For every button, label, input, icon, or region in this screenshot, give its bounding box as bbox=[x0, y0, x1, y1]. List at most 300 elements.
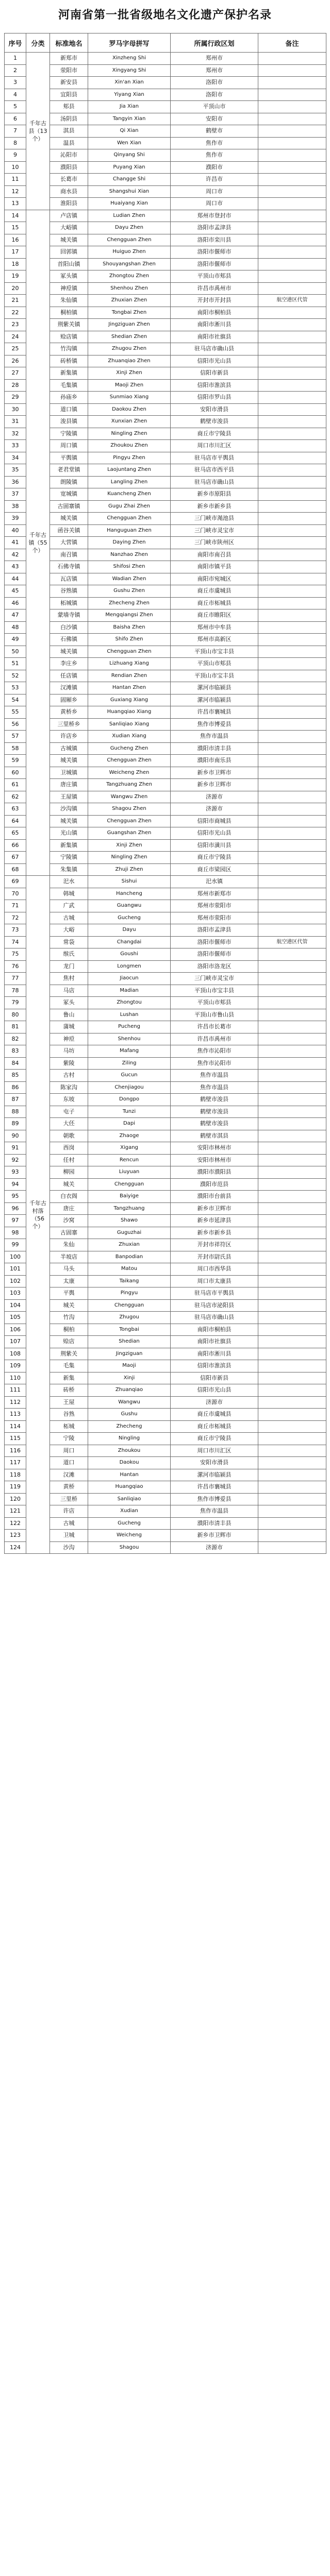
row-index: 37 bbox=[5, 488, 26, 501]
table-row bbox=[5, 1130, 326, 1142]
row-index: 40 bbox=[5, 524, 26, 537]
romanization: Guangshan Zhen bbox=[88, 827, 171, 840]
row-index: 1 bbox=[5, 53, 26, 65]
admin-division: 新乡市卫辉市 bbox=[171, 779, 258, 791]
note-cell bbox=[258, 379, 326, 392]
standard-name: 荆紫关 bbox=[50, 1348, 88, 1360]
row-index: 45 bbox=[5, 585, 26, 598]
admin-division: 新乡市新乡县 bbox=[171, 500, 258, 513]
note-cell bbox=[258, 1118, 326, 1130]
table-row bbox=[5, 997, 326, 1009]
admin-division: 焦作市 bbox=[171, 149, 258, 162]
admin-division: 郑州市新郑市 bbox=[171, 888, 258, 900]
admin-division: 濮阳市濮阳县 bbox=[171, 1166, 258, 1179]
page-title: 河南省第一批省级地名文化遗产保护名录 bbox=[58, 9, 272, 22]
note-cell bbox=[258, 1493, 326, 1505]
row-index: 44 bbox=[5, 573, 26, 585]
note-cell bbox=[258, 767, 326, 779]
table-row bbox=[5, 1530, 326, 1542]
table-row bbox=[5, 161, 326, 174]
standard-name: 宁陵 bbox=[50, 1433, 88, 1445]
note-cell bbox=[258, 597, 326, 609]
romanization: Taikang bbox=[88, 1275, 171, 1287]
standard-name: 周口 bbox=[50, 1445, 88, 1457]
note-cell bbox=[258, 476, 326, 488]
admin-division: 新乡市卫辉市 bbox=[171, 767, 258, 779]
row-index: 9 bbox=[5, 149, 26, 162]
row-index: 74 bbox=[5, 936, 26, 948]
romanization: Xigang bbox=[88, 1142, 171, 1155]
note-cell bbox=[258, 125, 326, 138]
romanization: Laojuntang Zhen bbox=[88, 464, 171, 477]
romanization: Liuyuan bbox=[88, 1166, 171, 1179]
row-index: 79 bbox=[5, 997, 26, 1009]
row-index: 63 bbox=[5, 803, 26, 816]
table-row bbox=[5, 948, 326, 961]
table-row bbox=[5, 149, 326, 162]
note-cell bbox=[258, 912, 326, 924]
row-index: 46 bbox=[5, 597, 26, 609]
admin-division: 焦作市温县 bbox=[171, 1070, 258, 1082]
romanization: Tongbai bbox=[88, 1324, 171, 1336]
table-row bbox=[5, 936, 326, 948]
note-cell bbox=[258, 1469, 326, 1481]
admin-division: 漯河市临颍县 bbox=[171, 694, 258, 706]
romanization: Dapi bbox=[88, 1118, 171, 1130]
admin-division: 济源市 bbox=[171, 791, 258, 803]
row-index: 20 bbox=[5, 282, 26, 295]
romanization: Zhuanqiao bbox=[88, 1384, 171, 1397]
standard-name: 石佛镇 bbox=[50, 634, 88, 646]
row-index: 72 bbox=[5, 912, 26, 924]
romanization: Xudian Xiang bbox=[88, 731, 171, 743]
table-row bbox=[5, 1481, 326, 1494]
admin-division: 焦作市 bbox=[171, 137, 258, 149]
table-row bbox=[5, 1348, 326, 1360]
admin-division: 焦作市沁阳市 bbox=[171, 1057, 258, 1070]
table-row bbox=[5, 1021, 326, 1033]
romanization: Tangzhuang bbox=[88, 1202, 171, 1215]
table-row bbox=[5, 1118, 326, 1130]
admin-division: 洛阳市洛龙区 bbox=[171, 960, 258, 973]
romanization: Shouyangshan Zhen bbox=[88, 258, 171, 270]
standard-name: 广武 bbox=[50, 900, 88, 912]
admin-division: 濮阳市南乐县 bbox=[171, 755, 258, 767]
table-row bbox=[5, 1251, 326, 1263]
standard-name: 淮阳县 bbox=[50, 198, 88, 210]
admin-division: 信阳市罗山县 bbox=[171, 392, 258, 404]
standard-name: 新安县 bbox=[50, 77, 88, 89]
row-index: 10 bbox=[5, 161, 26, 174]
romanization: Shenhou bbox=[88, 1033, 171, 1045]
row-index: 91 bbox=[5, 1142, 26, 1155]
note-cell bbox=[258, 392, 326, 404]
note-cell bbox=[258, 1324, 326, 1336]
standard-name: 大伾 bbox=[50, 1118, 88, 1130]
note-cell bbox=[258, 973, 326, 985]
romanization: Chengguan Zhen bbox=[88, 234, 171, 246]
table-row bbox=[5, 379, 326, 392]
romanization: Lizhuang Xiang bbox=[88, 658, 171, 670]
note-cell bbox=[258, 1396, 326, 1409]
romanization: Shenhou Zhen bbox=[88, 282, 171, 295]
note-cell bbox=[258, 1287, 326, 1300]
romanization: Baisha Zhen bbox=[88, 621, 171, 634]
standard-name: 三里桥 bbox=[50, 1493, 88, 1505]
standard-name: 周口镇 bbox=[50, 440, 88, 452]
admin-division: 鹤壁市浚县 bbox=[171, 1094, 258, 1106]
standard-name: 缑氏 bbox=[50, 948, 88, 961]
standard-name: 朱仙 bbox=[50, 1239, 88, 1251]
admin-division: 洛阳市偃师市 bbox=[171, 246, 258, 259]
admin-division: 周口市 bbox=[171, 198, 258, 210]
note-cell bbox=[258, 282, 326, 295]
table-row bbox=[5, 791, 326, 803]
romanization: Pingyu bbox=[88, 1287, 171, 1300]
admin-division: 信阳市光山县 bbox=[171, 355, 258, 367]
table-row bbox=[5, 137, 326, 149]
table-row bbox=[5, 1505, 326, 1518]
romanization: Maoji Zhen bbox=[88, 379, 171, 392]
row-index: 50 bbox=[5, 646, 26, 658]
standard-name: 沙沟 bbox=[50, 1541, 88, 1554]
standard-name: 龙门 bbox=[50, 960, 88, 973]
row-index: 110 bbox=[5, 1372, 26, 1384]
table-row bbox=[5, 1227, 326, 1239]
row-index: 86 bbox=[5, 1081, 26, 1094]
standard-name: 朗陵镇 bbox=[50, 476, 88, 488]
note-cell bbox=[258, 343, 326, 355]
romanization: Zhongtou Zhen bbox=[88, 270, 171, 283]
table-row bbox=[5, 113, 326, 125]
romanization: Xinji Zhen bbox=[88, 367, 171, 380]
table-row bbox=[5, 64, 326, 77]
row-index: 32 bbox=[5, 428, 26, 440]
row-index: 60 bbox=[5, 767, 26, 779]
romanization: Huangqiao bbox=[88, 1481, 171, 1494]
table-row bbox=[5, 888, 326, 900]
standard-name: 城关 bbox=[50, 1299, 88, 1312]
table-row bbox=[5, 1541, 326, 1554]
table-row bbox=[5, 1239, 326, 1251]
table-row bbox=[5, 1324, 326, 1336]
header-index: 序号 bbox=[5, 33, 26, 53]
row-index: 18 bbox=[5, 258, 26, 270]
standard-name: 马店 bbox=[50, 985, 88, 997]
standard-name: 许店 bbox=[50, 1505, 88, 1518]
romanization: Madian bbox=[88, 985, 171, 997]
standard-name: 温县 bbox=[50, 137, 88, 149]
romanization: Shawo bbox=[88, 1215, 171, 1227]
admin-division: 驻马店市西平县 bbox=[171, 464, 258, 477]
standard-name: 函谷关镇 bbox=[50, 524, 88, 537]
admin-division: 三门峡市灵宝市 bbox=[171, 973, 258, 985]
standard-name: 南召镇 bbox=[50, 549, 88, 561]
table-row bbox=[5, 524, 326, 537]
table-row bbox=[5, 452, 326, 464]
romanization: Matou bbox=[88, 1263, 171, 1276]
romanization: Xinzheng Shi bbox=[88, 53, 171, 65]
note-cell bbox=[258, 1094, 326, 1106]
admin-division: 郑州市登封市 bbox=[171, 210, 258, 222]
row-index: 15 bbox=[5, 222, 26, 234]
note-cell bbox=[258, 1021, 326, 1033]
table-row bbox=[5, 863, 326, 876]
row-index: 14 bbox=[5, 210, 26, 222]
admin-division: 漯河市临颍县 bbox=[171, 682, 258, 694]
standard-name: 新集镇 bbox=[50, 839, 88, 852]
admin-division: 商丘市宁陵县 bbox=[171, 428, 258, 440]
table-row bbox=[5, 1215, 326, 1227]
note-cell bbox=[258, 1263, 326, 1276]
romanization: Zhugou bbox=[88, 1312, 171, 1324]
table-row bbox=[5, 1166, 326, 1179]
admin-division: 商丘市宁陵县 bbox=[171, 1433, 258, 1445]
note-cell bbox=[258, 319, 326, 331]
note-cell bbox=[258, 634, 326, 646]
romanization: Chengguan bbox=[88, 1299, 171, 1312]
admin-division: 郑州市荥阳市 bbox=[171, 900, 258, 912]
admin-division: 洛阳市孟津县 bbox=[171, 222, 258, 234]
romanization: Jingziguan bbox=[88, 1348, 171, 1360]
table-row bbox=[5, 912, 326, 924]
header-standard-name: 标准地名 bbox=[50, 33, 88, 53]
admin-division: 南阳市淅川县 bbox=[171, 1348, 258, 1360]
admin-division: 开封市开封县 bbox=[171, 295, 258, 307]
romanization: Xinji bbox=[88, 1372, 171, 1384]
note-cell bbox=[258, 258, 326, 270]
note-cell bbox=[258, 1166, 326, 1179]
romanization: Weicheng bbox=[88, 1530, 171, 1542]
standard-name: 紫陵 bbox=[50, 1057, 88, 1070]
romanization: Zhecheng Zhen bbox=[88, 597, 171, 609]
row-index: 25 bbox=[5, 343, 26, 355]
note-cell bbox=[258, 1481, 326, 1494]
row-index: 29 bbox=[5, 392, 26, 404]
row-index: 109 bbox=[5, 1360, 26, 1372]
table-row bbox=[5, 1384, 326, 1397]
standard-name: 孙庙乡 bbox=[50, 392, 88, 404]
romanization: Wadian Zhen bbox=[88, 573, 171, 585]
row-index: 8 bbox=[5, 137, 26, 149]
admin-division: 平顶山市宝丰县 bbox=[171, 646, 258, 658]
row-index: 35 bbox=[5, 464, 26, 477]
note-cell bbox=[258, 1106, 326, 1118]
standard-name: 固厢乡 bbox=[50, 694, 88, 706]
note-cell bbox=[258, 1251, 326, 1263]
row-index: 106 bbox=[5, 1324, 26, 1336]
table-row bbox=[5, 1070, 326, 1082]
table-row bbox=[5, 513, 326, 525]
romanization: Chengguan bbox=[88, 1178, 171, 1191]
admin-division: 驻马店市平舆县 bbox=[171, 452, 258, 464]
note-cell bbox=[258, 464, 326, 477]
table-row bbox=[5, 307, 326, 319]
header-note: 备注 bbox=[258, 33, 326, 53]
note-cell bbox=[258, 1202, 326, 1215]
admin-division: 洛阳市偃师市 bbox=[171, 258, 258, 270]
note-cell bbox=[258, 1191, 326, 1203]
romanization: Changge Shi bbox=[88, 174, 171, 186]
note-cell bbox=[258, 1336, 326, 1348]
admin-division: 信阳市潢川县 bbox=[171, 839, 258, 852]
row-index: 13 bbox=[5, 198, 26, 210]
admin-division: 济源市 bbox=[171, 803, 258, 816]
standard-name: 许店乡 bbox=[50, 731, 88, 743]
table-row bbox=[5, 803, 326, 816]
romanization: Sanliqiao Xiang bbox=[88, 718, 171, 731]
standard-name: 宁陵镇 bbox=[50, 428, 88, 440]
row-index: 103 bbox=[5, 1287, 26, 1300]
romanization: Sanliqiao bbox=[88, 1493, 171, 1505]
row-index: 84 bbox=[5, 1057, 26, 1070]
romanization: Shifo Zhen bbox=[88, 634, 171, 646]
row-index: 62 bbox=[5, 791, 26, 803]
note-cell bbox=[258, 137, 326, 149]
admin-division: 焦作市温县 bbox=[171, 1505, 258, 1518]
table-row bbox=[5, 319, 326, 331]
standard-name: 马头 bbox=[50, 1263, 88, 1276]
admin-division: 驻马店市泌阳县 bbox=[171, 1299, 258, 1312]
admin-division: 濮阳市台前县 bbox=[171, 1191, 258, 1203]
row-index: 123 bbox=[5, 1530, 26, 1542]
admin-division: 鹤壁市 bbox=[171, 125, 258, 138]
admin-division: 许昌市襄城县 bbox=[171, 706, 258, 719]
note-cell bbox=[258, 1505, 326, 1518]
note-cell bbox=[258, 985, 326, 997]
admin-division: 平顶山市宝丰县 bbox=[171, 670, 258, 682]
note-cell bbox=[258, 1057, 326, 1070]
standard-name: 新集镇 bbox=[50, 367, 88, 380]
row-index: 11 bbox=[5, 174, 26, 186]
admin-division: 焦作市温县 bbox=[171, 731, 258, 743]
standard-name: 古固寨镇 bbox=[50, 500, 88, 513]
note-cell bbox=[258, 646, 326, 658]
standard-name: 汤阴县 bbox=[50, 113, 88, 125]
standard-name: 常袋 bbox=[50, 936, 88, 948]
admin-division: 许昌市襄城县 bbox=[171, 1481, 258, 1494]
romanization: Daokou bbox=[88, 1457, 171, 1469]
admin-division: 安阳市滑县 bbox=[171, 1457, 258, 1469]
admin-division: 鹤壁市浚县 bbox=[171, 1118, 258, 1130]
romanization: Tangyin Xian bbox=[88, 113, 171, 125]
row-index: 49 bbox=[5, 634, 26, 646]
romanization: Xingyang Shi bbox=[88, 64, 171, 77]
admin-division: 南阳市镇平县 bbox=[171, 561, 258, 573]
standard-name: 半坡店 bbox=[50, 1251, 88, 1263]
admin-division: 开封市祥符区 bbox=[171, 1239, 258, 1251]
table-body bbox=[5, 53, 326, 1554]
admin-division: 鹤壁市淇县 bbox=[171, 1130, 258, 1142]
note-cell bbox=[258, 1142, 326, 1155]
standard-name: 荆紫关镇 bbox=[50, 319, 88, 331]
note-cell bbox=[258, 1227, 326, 1239]
note-cell bbox=[258, 1154, 326, 1166]
table-row bbox=[5, 234, 326, 246]
admin-division: 南阳市桐柏县 bbox=[171, 1324, 258, 1336]
romanization: Baiyige bbox=[88, 1191, 171, 1203]
romanization: Shifosi Zhen bbox=[88, 561, 171, 573]
table-row bbox=[5, 1420, 326, 1433]
standard-name: 陈家沟 bbox=[50, 1081, 88, 1094]
table-row bbox=[5, 706, 326, 719]
standard-name: 赊店镇 bbox=[50, 331, 88, 343]
row-index: 5 bbox=[5, 101, 26, 113]
romanization: Huiguo Zhen bbox=[88, 246, 171, 259]
table-row bbox=[5, 694, 326, 706]
romanization: Huaiyang Xian bbox=[88, 198, 171, 210]
row-index: 118 bbox=[5, 1469, 26, 1481]
standard-name: 卫城 bbox=[50, 1530, 88, 1542]
romanization: Zhaoge bbox=[88, 1130, 171, 1142]
romanization: Rendian Zhen bbox=[88, 670, 171, 682]
romanization: Qinyang Shi bbox=[88, 149, 171, 162]
note-cell bbox=[258, 222, 326, 234]
romanization: Dongpo bbox=[88, 1094, 171, 1106]
table-row bbox=[5, 1106, 326, 1118]
note-cell bbox=[258, 1445, 326, 1457]
romanization: Chenjiagou bbox=[88, 1081, 171, 1094]
table-row bbox=[5, 282, 326, 295]
row-index: 78 bbox=[5, 985, 26, 997]
admin-division: 新乡市卫辉市 bbox=[171, 1202, 258, 1215]
standard-name: 宽城镇 bbox=[50, 488, 88, 501]
standard-name: 马坊 bbox=[50, 1045, 88, 1058]
standard-name: 黄桥乡 bbox=[50, 706, 88, 719]
admin-division: 周口市西华县 bbox=[171, 1263, 258, 1276]
row-index: 77 bbox=[5, 973, 26, 985]
table-row bbox=[5, 1396, 326, 1409]
table-row bbox=[5, 1517, 326, 1530]
note-cell bbox=[258, 1312, 326, 1324]
admin-division: 商丘市宁陵县 bbox=[171, 852, 258, 864]
note-cell bbox=[258, 948, 326, 961]
romanization: Xin'an Xian bbox=[88, 77, 171, 89]
header-romanization: 罗马字母拼写 bbox=[88, 33, 171, 53]
romanization: Tangzhuang Zhen bbox=[88, 779, 171, 791]
table-row bbox=[5, 367, 326, 380]
table-row bbox=[5, 1178, 326, 1191]
admin-division: 郑州市高新区 bbox=[171, 634, 258, 646]
admin-division: 信阳市新县 bbox=[171, 1372, 258, 1384]
row-index: 3 bbox=[5, 77, 26, 89]
table-row bbox=[5, 985, 326, 997]
row-index: 66 bbox=[5, 839, 26, 852]
admin-division: 商丘市柘城县 bbox=[171, 597, 258, 609]
table-row bbox=[5, 258, 326, 270]
table-row bbox=[5, 440, 326, 452]
note-cell bbox=[258, 803, 326, 816]
table-row bbox=[5, 597, 326, 609]
romanization: Ningling bbox=[88, 1433, 171, 1445]
note-cell bbox=[258, 1517, 326, 1530]
admin-division: 商丘市虞城县 bbox=[171, 1409, 258, 1421]
romanization: Hanguguan Zhen bbox=[88, 524, 171, 537]
table-row bbox=[5, 670, 326, 682]
standard-name: 白沙镇 bbox=[50, 621, 88, 634]
table-row bbox=[5, 295, 326, 307]
table-row bbox=[5, 53, 326, 65]
romanization: Zhuanqiao Zhen bbox=[88, 355, 171, 367]
note-cell bbox=[258, 101, 326, 113]
row-index: 52 bbox=[5, 670, 26, 682]
note-cell bbox=[258, 416, 326, 428]
row-index: 89 bbox=[5, 1118, 26, 1130]
admin-division: 鹤壁市浚县 bbox=[171, 416, 258, 428]
table-row bbox=[5, 331, 326, 343]
admin-division: 洛阳市偃师市 bbox=[171, 948, 258, 961]
row-index: 82 bbox=[5, 1033, 26, 1045]
